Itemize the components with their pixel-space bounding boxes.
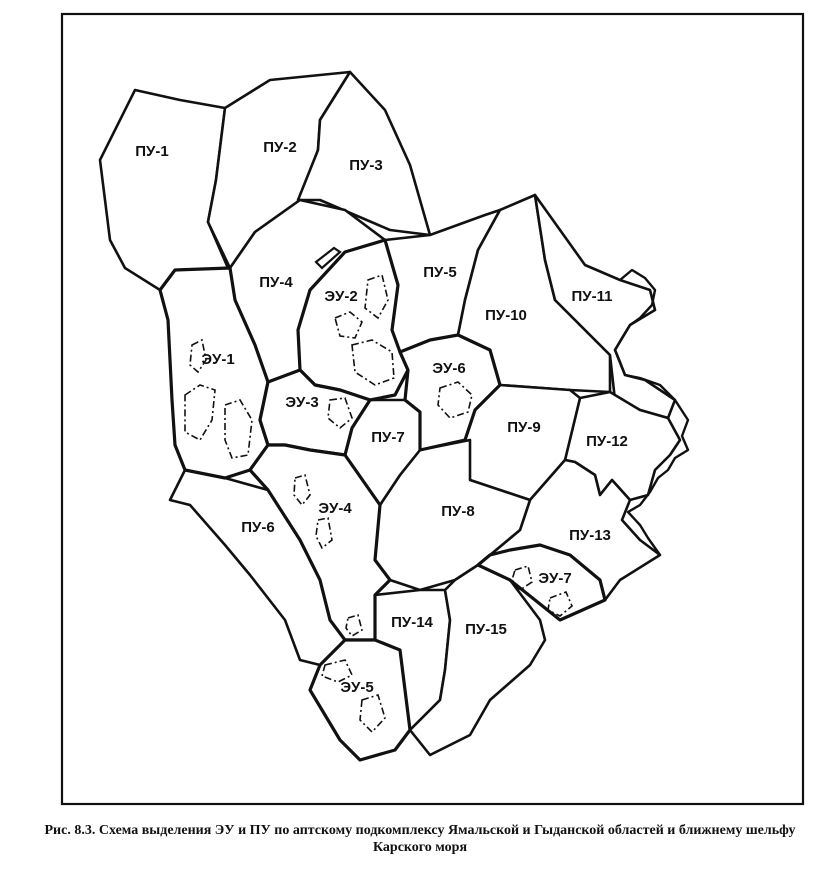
label-eu-5: ЭУ-5 [340,678,374,696]
label-pu-3: ПУ-3 [349,156,383,174]
label-pu-9: ПУ-9 [507,418,541,436]
label-pu-10: ПУ-10 [485,306,527,324]
figure-caption: Рис. 8.3. Схема выделения ЭУ и ПУ по аптскому подкомплексу Ямальской и Гыданской областей и ближнему шельфу Карского моря [44,823,796,855]
label-pu-15: ПУ-15 [465,620,507,638]
label-pu-2: ПУ-2 [263,138,297,156]
label-eu-4: ЭУ-4 [318,499,352,517]
label-eu-1: ЭУ-1 [201,350,235,368]
label-pu-8: ПУ-8 [441,502,475,520]
label-pu-7: ПУ-7 [371,428,405,446]
label-pu-1: ПУ-1 [135,142,169,160]
label-eu-7: ЭУ-7 [538,569,572,587]
label-pu-12: ПУ-12 [586,432,628,450]
label-pu-13: ПУ-13 [569,526,611,544]
label-pu-14: ПУ-14 [391,613,433,631]
region-eu-5 [310,640,410,760]
label-pu-6: ПУ-6 [241,518,275,536]
label-pu-5: ПУ-5 [423,263,457,281]
label-pu-4: ПУ-4 [259,273,293,291]
label-eu-6: ЭУ-6 [432,359,466,377]
label-eu-2: ЭУ-2 [324,287,358,305]
label-pu-11: ПУ-11 [571,287,613,305]
region-pu-1 [100,90,228,290]
label-eu-3: ЭУ-3 [285,393,319,411]
